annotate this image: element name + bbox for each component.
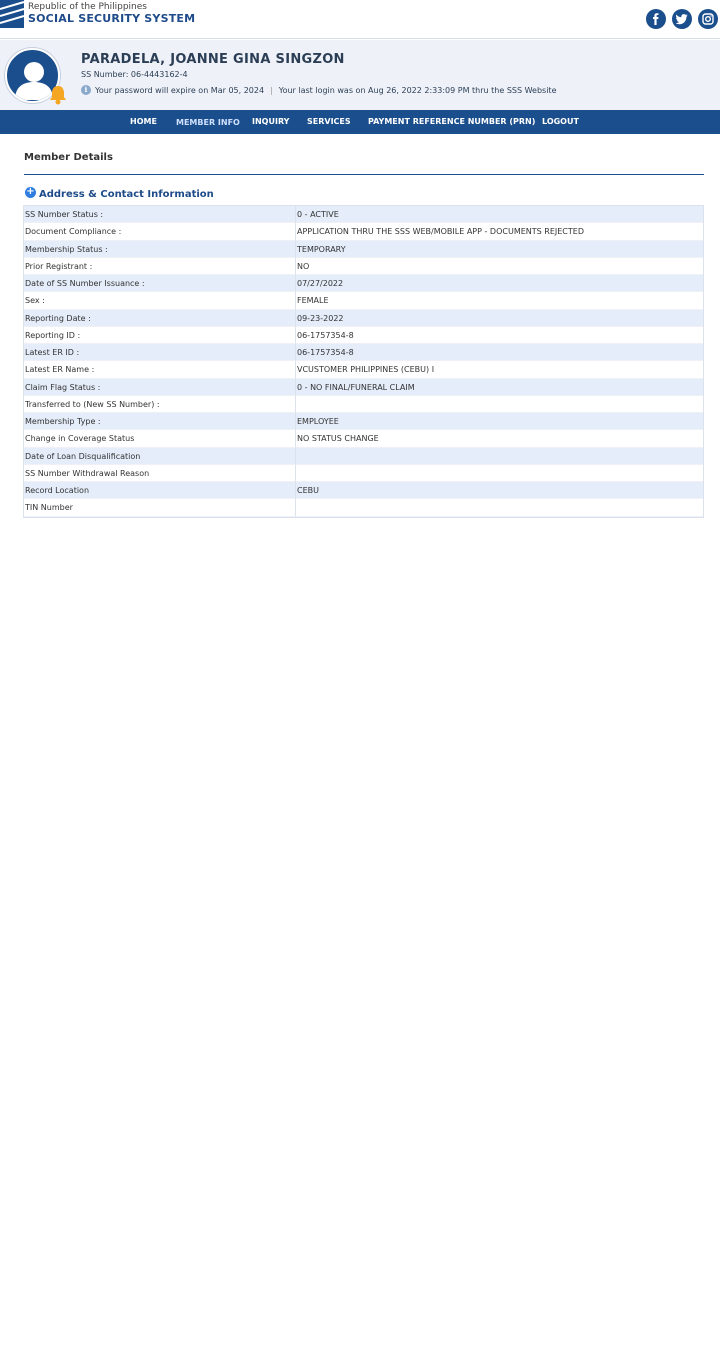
address-contact-toggle[interactable] bbox=[25, 185, 214, 200]
row-label: TIN Number bbox=[24, 499, 296, 516]
nav-prn[interactable]: PAYMENT REFERENCE NUMBER (PRN) bbox=[368, 117, 536, 126]
top-header bbox=[0, 0, 720, 39]
row-value bbox=[296, 396, 703, 413]
member-details-table bbox=[23, 205, 704, 518]
main-nav bbox=[0, 110, 720, 134]
row-label: Reporting ID : bbox=[24, 327, 296, 344]
table-row bbox=[24, 465, 703, 482]
table-row bbox=[24, 275, 703, 292]
row-label: Document Compliance : bbox=[24, 223, 296, 240]
address-contact-link[interactable]: Address & Contact Information bbox=[39, 189, 214, 200]
row-value: VCUSTOMER PHILIPPINES (CEBU) I bbox=[296, 361, 703, 378]
nav-inquiry[interactable]: INQUIRY bbox=[252, 117, 290, 126]
row-label: SS Number Withdrawal Reason bbox=[24, 465, 296, 482]
row-value: 0 - ACTIVE bbox=[296, 206, 703, 223]
nav-home[interactable]: HOME bbox=[130, 117, 157, 126]
row-value: APPLICATION THRU THE SSS WEB/MOBILE APP - DOCUMENTS REJECTED bbox=[296, 223, 703, 240]
sss-logo-icon bbox=[0, 0, 26, 28]
row-label: Date of SS Number Issuance : bbox=[24, 275, 296, 292]
row-label: Prior Registrant : bbox=[24, 258, 296, 275]
facebook-icon[interactable] bbox=[646, 9, 666, 29]
row-label: Claim Flag Status : bbox=[24, 379, 296, 396]
table-row bbox=[24, 310, 703, 327]
nav-logout[interactable]: LOGOUT bbox=[542, 117, 579, 126]
instagram-icon[interactable] bbox=[698, 9, 718, 29]
table-row bbox=[24, 361, 703, 378]
twitter-icon[interactable] bbox=[672, 9, 692, 29]
row-label: Membership Status : bbox=[24, 241, 296, 258]
row-label: SS Number Status : bbox=[24, 206, 296, 223]
row-label: Latest ER Name : bbox=[24, 361, 296, 378]
row-label: Membership Type : bbox=[24, 413, 296, 430]
table-row bbox=[24, 396, 703, 413]
expand-plus-icon[interactable]: + bbox=[26, 186, 35, 197]
login-notice bbox=[81, 85, 557, 95]
table-row bbox=[24, 292, 703, 309]
row-value: 0 - NO FINAL/FUNERAL CLAIM bbox=[296, 379, 703, 396]
last-login-text: Your last login was on Aug 26, 2022 2:33:09 PM thru the SSS Website bbox=[278, 85, 557, 95]
row-label: Change in Coverage Status bbox=[24, 430, 296, 447]
logo-sss-text: SOCIAL SECURITY SYSTEM bbox=[28, 12, 196, 25]
row-label: Sex : bbox=[24, 292, 296, 309]
row-value: FEMALE bbox=[296, 292, 703, 309]
row-label: Reporting Date : bbox=[24, 310, 296, 327]
table-row bbox=[24, 241, 703, 258]
row-value bbox=[296, 465, 703, 482]
table-row bbox=[24, 344, 703, 361]
section-divider bbox=[24, 174, 704, 175]
ss-number: SS Number: 06-4443162-4 bbox=[81, 70, 188, 79]
row-label: Date of Loan Disqualification bbox=[24, 448, 296, 465]
row-label: Record Location bbox=[24, 482, 296, 499]
row-value: 07/27/2022 bbox=[296, 275, 703, 292]
member-details-title: Member Details bbox=[24, 152, 113, 163]
row-value: TEMPORARY bbox=[296, 241, 703, 258]
table-row bbox=[24, 258, 703, 275]
row-label: Latest ER ID : bbox=[24, 344, 296, 361]
member-name: PARADELA, JOANNE GINA SINGZON bbox=[81, 52, 345, 67]
password-expiry-text: Your password will expire on Mar 05, 2024 bbox=[95, 85, 265, 95]
table-row bbox=[24, 430, 703, 447]
row-value: 06-1757354-8 bbox=[296, 344, 703, 361]
row-value: 06-1757354-8 bbox=[296, 327, 703, 344]
notice-separator: | bbox=[270, 85, 273, 95]
nav-member-info[interactable]: MEMBER INFO bbox=[176, 118, 240, 127]
table-row bbox=[24, 223, 703, 240]
table-row bbox=[24, 482, 703, 499]
logo-republic-text: Republic of the Philippines bbox=[28, 2, 147, 12]
row-value: EMPLOYEE bbox=[296, 413, 703, 430]
table-row bbox=[24, 413, 703, 430]
sss-logo[interactable] bbox=[0, 0, 196, 30]
row-value: NO bbox=[296, 258, 703, 275]
table-row bbox=[24, 206, 703, 223]
table-row bbox=[24, 499, 703, 516]
table-row bbox=[24, 379, 703, 396]
nav-services[interactable]: SERVICES bbox=[307, 117, 351, 126]
notification-bell-icon[interactable] bbox=[47, 84, 69, 106]
table-row bbox=[24, 448, 703, 465]
row-label: Transferred to (New SS Number) : bbox=[24, 396, 296, 413]
row-value bbox=[296, 499, 703, 516]
row-value: NO STATUS CHANGE bbox=[296, 430, 703, 447]
profile-banner bbox=[0, 40, 720, 110]
row-value: 09-23-2022 bbox=[296, 310, 703, 327]
table-row bbox=[24, 327, 703, 344]
info-icon: i bbox=[81, 85, 91, 95]
row-value bbox=[296, 448, 703, 465]
row-value: CEBU bbox=[296, 482, 703, 499]
